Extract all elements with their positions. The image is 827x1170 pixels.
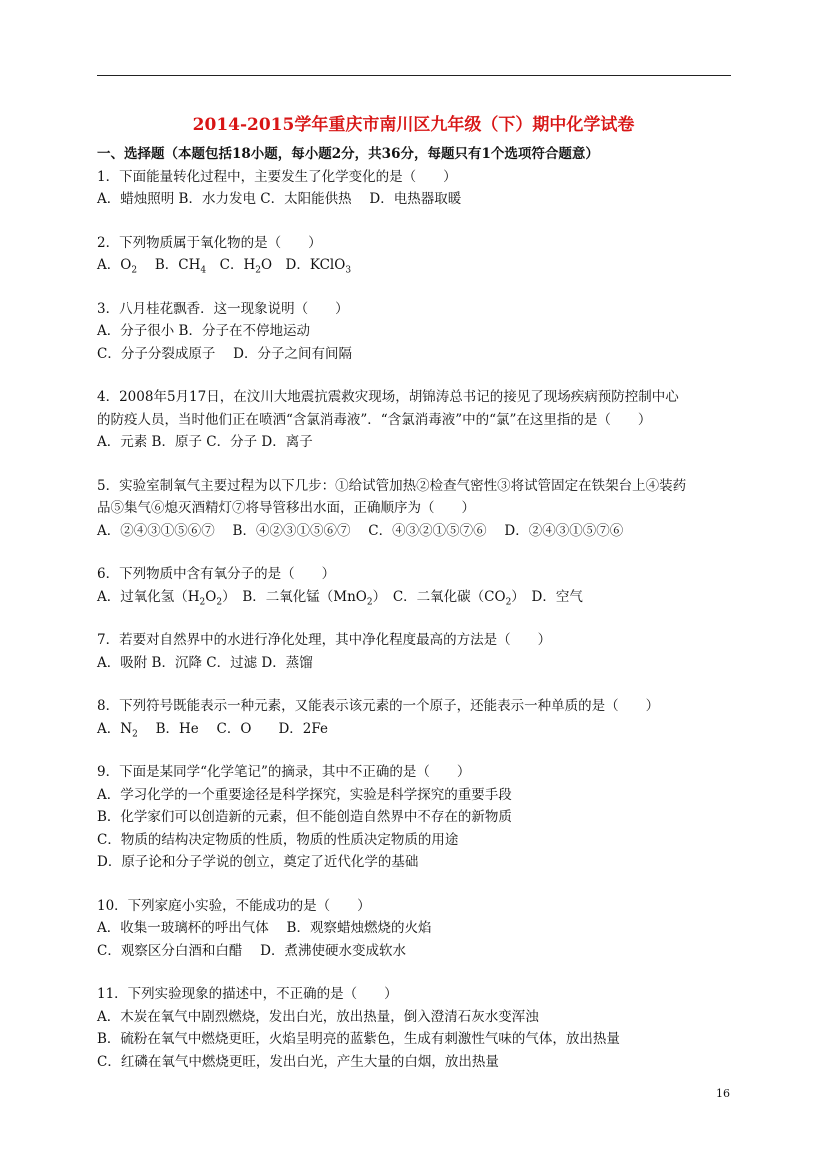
question-stem: 3．八月桂花飘香．这一现象说明（ ） bbox=[97, 300, 349, 317]
question-1 bbox=[97, 166, 737, 211]
question-9 bbox=[97, 761, 737, 874]
question-stem: 1．下面能量转化过程中，主要发生了化学变化的是（ ） bbox=[97, 168, 457, 185]
question-option-line: B．化学家们可以创造新的元素，但不能创造自然界中不存在的新物质 bbox=[97, 809, 512, 825]
question-option-line: C．物质的结构决定物质的性质，物质的性质决定物质的用途 bbox=[97, 831, 459, 848]
question-option-line: A．蜡烛照明 B．水力发电 C．太阳能供热 D．电热器取暖 bbox=[97, 191, 462, 207]
question-option-line: 的防疫人员，当时他们正在喷洒“含氯消毒液”．“含氯消毒液”中的“氯”在这里指的是（ ） bbox=[97, 411, 652, 428]
question-10 bbox=[97, 895, 737, 963]
section-heading: 一、选择题（本题包括18小题，每小题2分，共36分，每题只有1个选项符合题意） bbox=[97, 146, 599, 162]
question-option-line: A．分子很小 B．分子在不停地运动 bbox=[97, 323, 310, 339]
question-option-line: A．学习化学的一个重要途径是科学探究，实验是科学探究的重要手段 bbox=[97, 786, 512, 803]
question-stem: 2．下列物质属于氧化物的是（ ） bbox=[97, 234, 322, 251]
question-stem: 7．若要对自然界中的水进行净化处理，其中净化程度最高的方法是（ ） bbox=[97, 632, 552, 648]
question-option-line: D．原子论和分子学说的创立，奠定了近代化学的基础 bbox=[97, 854, 419, 870]
question-6 bbox=[97, 563, 737, 608]
question-option-line: A．木炭在氧气中剧烈燃烧，发出白光，放出热量，倒入澄清石灰水变浑浊 bbox=[97, 1008, 539, 1025]
question-option-line: C．分子分裂成原子 D．分子之间有间隔 bbox=[97, 345, 352, 362]
question-11 bbox=[97, 983, 737, 1073]
question-option-line: C．观察区分白酒和白醋 D．煮沸使硬水变成软水 bbox=[97, 942, 406, 959]
question-option-line: A．吸附 B．沉降 C．过滤 D．蒸馏 bbox=[97, 654, 313, 671]
question-3 bbox=[97, 298, 737, 366]
question-stem: 11．下列实验现象的描述中，不正确的是（ ） bbox=[97, 986, 398, 1002]
question-stem: 8．下列符号既能表示一种元素，又能表示该元素的一个原子，还能表示一种单质的是（ ） bbox=[97, 698, 660, 714]
question-2 bbox=[97, 232, 737, 277]
question-option-line: 品⑤集气⑥熄灭酒精灯⑦将导管移出水面，正确顺序为（ ） bbox=[97, 500, 475, 516]
question-option-line: A．元素 B．原子 C．分子 D．离子 bbox=[97, 434, 313, 450]
question-list bbox=[97, 166, 737, 1074]
question-option-line: A．过氧化氢$(H_2O_2)$ B．二氧化锰（MnO$_2$） C．二氧化碳$(CO_2)$ D．空气 bbox=[97, 588, 583, 608]
question-option-line: A．收集一玻璃杯的呼出气体 B．观察蜡烛燃烧的火焰 bbox=[97, 920, 432, 936]
question-option-line: A．$O_2$ B．$CH_4$ C．$H_2O$ D．KClO$_3$ bbox=[97, 257, 352, 276]
question-option-line: B．硫粉在氧气中燃烧更旺，火焰呈明亮的蓝紫色，生成有刺激性气味的气体，放出热量 bbox=[97, 1031, 620, 1047]
exam-title: 2014-2015学年重庆市南川区九年级（下）期中化学试卷 bbox=[192, 115, 635, 135]
question-7 bbox=[97, 629, 737, 674]
question-stem: 4．2008年5月17日，在汶川大地震抗震救灾现场，胡锦涛总书记的接见了现场疾病预防控制中心 bbox=[97, 389, 679, 405]
question-stem: 10．下列家庭小实验，不能成功的是（ ） bbox=[97, 897, 371, 914]
page-number: 16 bbox=[716, 1087, 730, 1100]
question-stem: 9．下面是某同学“化学笔记”的摘录，其中不正确的是（ ） bbox=[97, 764, 471, 780]
question-4 bbox=[97, 386, 737, 454]
question-option-line: A．$N_2$ B．He C．O D．2Fe bbox=[97, 720, 328, 740]
question-5 bbox=[97, 475, 737, 543]
question-option-line: A．②④③①⑤⑥⑦ B．④②③①⑤⑥⑦ C．④③②①⑤⑦⑥ D．②④③①⑤⑦⑥ bbox=[97, 522, 624, 539]
question-option-line: C．红磷在氧气中燃烧更旺，发出白光，产生大量的白烟，放出热量 bbox=[97, 1053, 499, 1070]
exam-content bbox=[97, 143, 737, 1094]
header-rule bbox=[97, 75, 731, 76]
question-stem: 5．实验室制氧气主要过程为以下几步：①给试管加热②检查气密性③将试管固定在铁架台上④装药 bbox=[97, 477, 687, 494]
question-8 bbox=[97, 695, 737, 740]
question-stem: 6．下列物质中含有氧分子的是（ ） bbox=[97, 566, 336, 582]
